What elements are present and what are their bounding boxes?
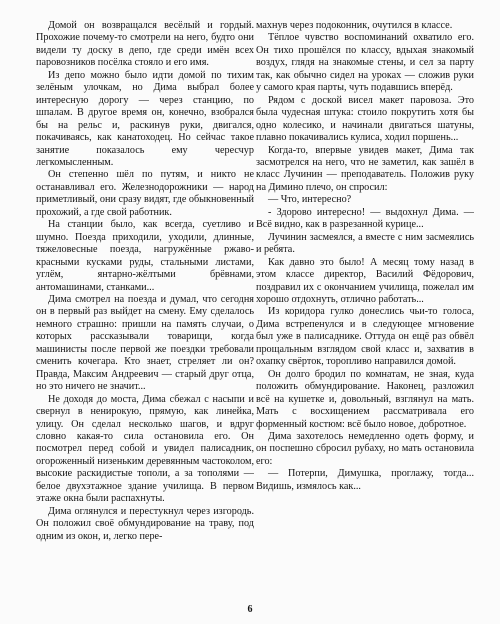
right-column <box>256 20 474 493</box>
paragraph: Не доходя до моста, Дима сбежал с насыпи и свернул в ненирокую, прямую, как линейка, улицу. Он сделал несколько шагов, и вдруг словно какая-то сила остановила его. Он посмотрел перед собой и увидел палисадник, огороженный низеньким деревянным частоколом, высокие раскидистые тополи, а за тополями — белое двухэтажное здание училища. В первом этаже окна были распахнуты. <box>36 393 254 505</box>
paragraph: На станции было, как всегда, суетливо и шумно. Поезда приходили, уходили, длинные, тяжеловесные поезда, нагружённые ржаво-красными кусками руды, стальными листами, углём, янтарно-жёлтыми брёвнами, антомашинами, станками... <box>36 219 254 293</box>
paragraph: Дима оглянулся и перестукнул через изгородь. Он положил своё обмундирование на траву, под одним из окон, и, легко пере- <box>36 505 254 542</box>
paragraph: Домой он возвращался весёлый и гордый. Прохожие почему-то смотрели на него, будто они видели ту доску в депо, где среди имён всех паровозников посёлка стояло и его имя. <box>36 20 254 69</box>
paragraph: Он долго бродил по комнатам, не зная, куда положить обмундирование. Наконец, разложил всё на кушетке и, довольный, взглянул на мать. Мать с восхищением рассматривала его форменный костюм: всё было новое, добротное. <box>256 368 474 430</box>
paragraph-continued: махнув через подоконник, очутился в классе. <box>256 20 453 31</box>
paragraph: Из депо можно было идти домой по тихим зелёным улочкам, но Дима выбрал более интересную дорогу — через станцию, по шпалам. В другое время он, конечно, взобрался бы на рельс и, раскинув руки, двигался, покачиваясь, как канатоходец. Но сейчас такое занятие показалось ему чересчур легкомысленным. <box>36 69 254 168</box>
paragraph: Из коридора гулко донеслись чьи-то голоса, Дима встрепенулся и в следующее мгновение был уже в палисаднике. Оттуда он ещё раз обвёл прощальным взглядом свой класс и, захватив в охапку свёрток, торопливо направился домой. <box>256 306 474 368</box>
paragraph: - Здорово интересно! — выдохнул Дима. — Всё видно, как в разрезанной курице... <box>256 206 474 231</box>
paragraph: Он степенно шёл по путям, и никто не останавливал его. Железнодорожники — народ приметливый, они сразу видят, где обыкновенный прохожий, а где свой работник. <box>36 169 254 218</box>
paragraph: Дима смотрел на поезда и думал, что сегодня он в первый раз выйдет на смену. Ему сделалось немного страшно: пришли на память случаи, о которых рассказывали товарищи, когда машинисты после первой же поездки требовали сменить кочегара. Кто знает, стреляет ли он? Правда, Максим Андреевич — старый друг отца, но это ничего не значит... <box>36 293 254 393</box>
paragraph: Рядом с доской висел макет паровоза. Это была чудесная штука: стоило покрутить хотя бы одно колесико, и начинали двигаться шатуны, плавно покачивались кулиса, ходил поршень... <box>256 94 474 144</box>
paragraph: Лучинин засмеялся, а вместе с ним засмеялись и ребята. <box>256 231 474 256</box>
paragraph: Тёплое чувство воспоминаний охватило его. Он тихо прошёлся по классу, вдыхая знакомый воздух, глядя на знакомые стены, и сел за парту так, как обычно сидел на уроках — сложив руки у самого края парты, чуть подавшись вперёд. <box>256 32 474 94</box>
paragraph: Когда-то, впервые увидев макет, Дима так засмотрелся на него, что не заметил, как зашёл в класс Лучинин — преподаватель. Положив руку на Димино плечо, он спросил: <box>256 144 474 193</box>
page-number: 6 <box>247 604 253 615</box>
paragraph: Дима захотелось немедленно одеть форму, и он поспешно сбросил рубаху, но мать остановила его: <box>256 430 474 467</box>
paragraph: — Что, интересно? <box>268 194 352 206</box>
paragraph: — Потерпи, Димушка, проглажу, тогда... Видишь, измялось как... <box>256 468 474 492</box>
paragraph: Как давно это было! А месяц тому назад в этом классе директор, Василий Фёдорович, поздравил их с окончанием училища, пожелал им хорошо отдохнуть, отлично работать... <box>256 256 474 305</box>
left-column <box>36 20 254 543</box>
